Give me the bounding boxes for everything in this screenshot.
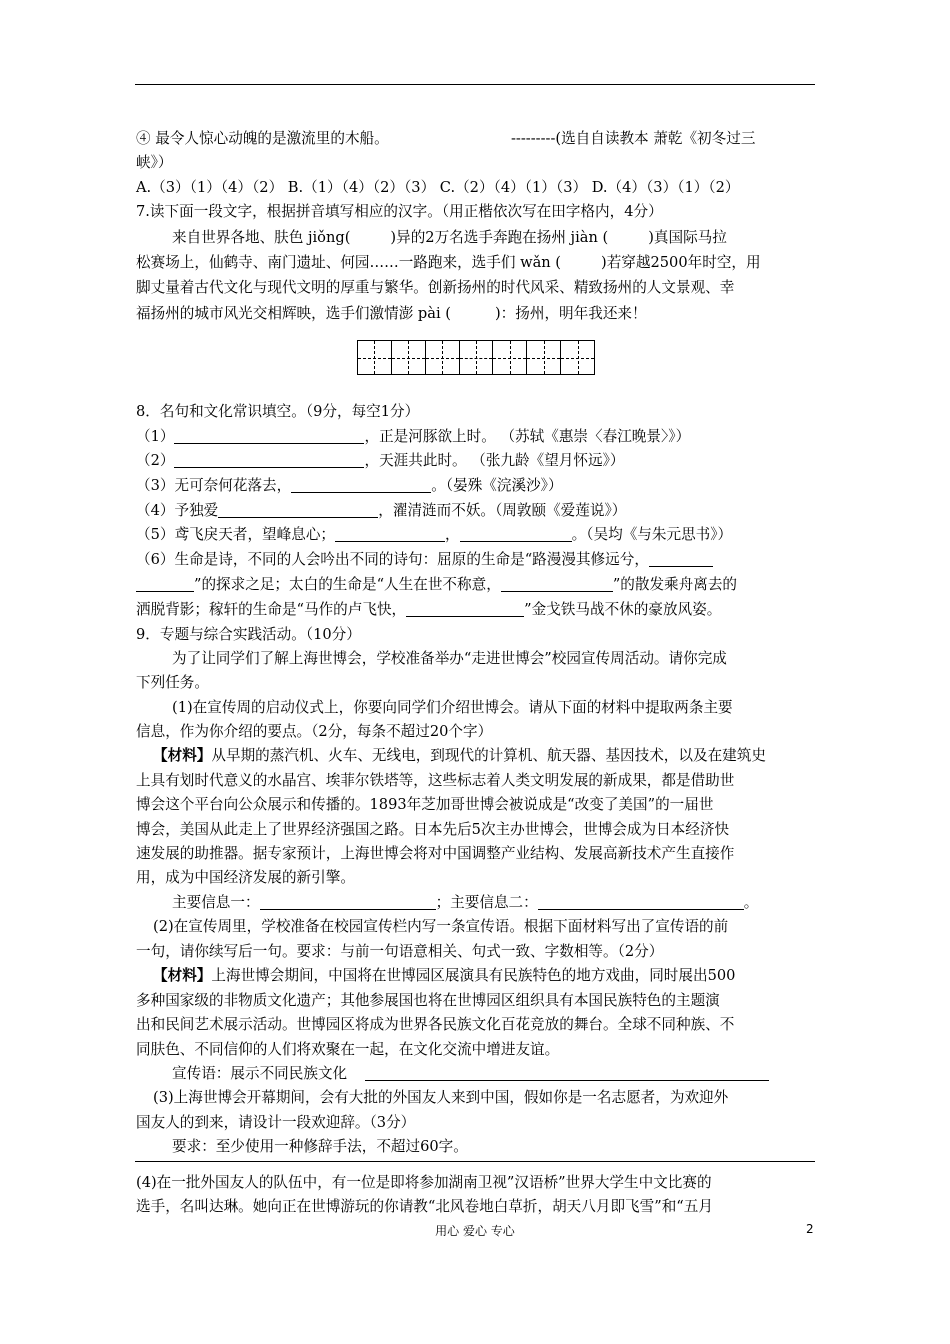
paragraph-line: 博会，美国从此走上了世界经济强国之路。日本先后5次主办世博会，世博会成为日本经济快 bbox=[136, 821, 730, 838]
answer-blank[interactable] bbox=[460, 527, 572, 542]
paragraph-line: 下列任务。 bbox=[136, 674, 209, 691]
text-line: 峡》） bbox=[136, 154, 173, 171]
item-text: ，濯清涟而不妖。（周敦颐《爱莲说》） bbox=[378, 502, 627, 519]
material-tag: 【材料】 bbox=[153, 967, 212, 984]
q8-item bbox=[136, 600, 816, 620]
material-text: 从早期的蒸汽机、火车、无线电，到现代的计算机、航天器、基因技术，以及在建筑史 bbox=[211, 747, 766, 764]
answer-blank[interactable] bbox=[260, 895, 436, 910]
item-text: ；主要信息二： bbox=[435, 894, 538, 911]
answer-blank[interactable] bbox=[538, 895, 744, 910]
answer-blank[interactable] bbox=[174, 453, 364, 468]
q8-item bbox=[136, 501, 816, 521]
slogan-line bbox=[172, 1064, 852, 1084]
grid-cell[interactable] bbox=[392, 341, 426, 374]
page-footer: 用心 爱心 专心 bbox=[435, 1224, 515, 1238]
grid-cell[interactable] bbox=[460, 341, 494, 374]
answer-options: A.（3）（1）（4）（2） B.（1）（4）（2）（3） C.（2）（4）（1）（3） D.（4）（3）（1）（2） bbox=[136, 179, 740, 196]
answer-blank[interactable] bbox=[501, 577, 613, 592]
item-text: 。 bbox=[743, 894, 759, 911]
q7-text: 福扬州的城市风光交相辉映，选手们激情澎 pài ( bbox=[136, 305, 451, 322]
paragraph-line: (4)在一批外国友人的队伍中，有一位是即将参加湖南卫视”汉语桥”世界大学生中文比赛的 bbox=[136, 1174, 712, 1191]
answer-blank[interactable] bbox=[218, 503, 378, 518]
item-text: （3）无可奈何花落去， bbox=[136, 477, 292, 494]
q8-item bbox=[136, 525, 816, 545]
answer-blank[interactable] bbox=[335, 527, 445, 542]
grid-cell[interactable] bbox=[426, 341, 460, 374]
paragraph-line: (2)在宣传周里，学校准备在校园宣传栏内写一条宣传语。根据下面材料写出了宣传语的前 bbox=[153, 918, 729, 935]
paragraph-line: 为了让同学们了解上海世博会，学校准备举办“走进世博会”校园宣传周活动。请你完成 bbox=[172, 650, 727, 667]
paragraph-line: 博会这个平台向公众展示和传播的。1893年芝加哥世博会被说成是“改变了美国”的一届世 bbox=[136, 796, 714, 813]
paragraph-line: 出和民间艺术展示活动。世博园区将成为世界各民族文化百花竞放的舞台。全球不同种族、不 bbox=[136, 1016, 735, 1033]
item-text: ”的散发乘舟离去的 bbox=[612, 576, 738, 593]
q7-text: )若穿越2500年时空，用 bbox=[601, 254, 761, 271]
grid-cell[interactable] bbox=[527, 341, 561, 374]
q7-paragraph-line bbox=[136, 304, 816, 324]
item-label: （1） bbox=[136, 428, 175, 445]
answer-blank[interactable] bbox=[291, 478, 431, 493]
item-label: （2） bbox=[136, 452, 175, 469]
top-rule bbox=[135, 84, 815, 85]
q7-text: )：扬州，明年我还来！ bbox=[494, 305, 647, 322]
item-text: 洒脱背影；稼轩的生命是“马作的卢飞快， bbox=[136, 601, 407, 618]
paragraph-line: (1)在宣传周的启动仪式上，你要向同学们介绍世博会。请从下面的材料中提取两条主要 bbox=[172, 699, 733, 716]
paragraph-line bbox=[153, 746, 833, 766]
item-text: 。（晏殊《浣溪沙》） bbox=[431, 477, 563, 494]
question-9-title: 9．专题与综合实践活动。（10分） bbox=[136, 626, 361, 643]
item-text: （6）生命是诗，不同的人会吟出不同的诗句：屈原的生命是“路漫漫其修远兮， bbox=[136, 551, 649, 568]
q7-text: )真国际马拉 bbox=[648, 229, 727, 246]
material-text: 上海世博会期间，中国将在世博园区展演具有民族特色的地方戏曲，同时展出500 bbox=[211, 967, 736, 984]
item-text: （5）鸢飞戾天者，望峰息心； bbox=[136, 526, 336, 543]
paragraph-line: 国友人的到来，请设计一段欢迎辞。（3分） bbox=[136, 1114, 416, 1131]
slogan-text: 宣传语：展示不同民族文化 bbox=[172, 1065, 348, 1082]
q7-text: )异的2万名选手奔跑在扬州 jiàn ( bbox=[390, 229, 609, 246]
grid-cell[interactable] bbox=[493, 341, 527, 374]
answer-rule[interactable] bbox=[135, 1161, 815, 1162]
paragraph-line bbox=[153, 966, 833, 986]
text-line: ④ 最令人惊心动魄的是激流里的木船。 bbox=[136, 130, 389, 147]
item-text: 。（吴均《与朱元思书》） bbox=[571, 526, 733, 543]
answer-blank[interactable] bbox=[174, 429, 364, 444]
text-line bbox=[136, 129, 816, 149]
q7-text: 来自世界各地、肤色 jiǒng( bbox=[172, 229, 351, 246]
paragraph-line: 要求：至少使用一种修辞手法，不超过60字。 bbox=[172, 1138, 468, 1155]
answer-blank[interactable] bbox=[365, 1066, 769, 1081]
paragraph-line: 选手，名叫达琳。她向正在世博游玩的你请教“北风卷地白草折，胡天八月即飞雪”和“五月 bbox=[136, 1198, 713, 1215]
paragraph-line: 多种国家级的非物质文化遗产；其他参展国也将在世博园区组织具有本国民族特色的主题演 bbox=[136, 992, 720, 1009]
item-text: （4）予独爱 bbox=[136, 502, 219, 519]
answer-blank[interactable] bbox=[136, 577, 194, 592]
q7-paragraph-line: 脚丈量着古代文化与现代文明的厚重与繁华。创新扬州的时代风采、精致扬州的人文景观、幸 bbox=[136, 279, 735, 296]
q7-paragraph-line bbox=[172, 228, 852, 248]
q8-item bbox=[136, 550, 816, 570]
question-8-title: 8．名句和文化常识填空。（9分，每空1分） bbox=[136, 403, 420, 420]
question-7-title: 7.读下面一段文字，根据拼音填写相应的汉字。（用正楷依次写在田字格内，4分） bbox=[136, 203, 663, 220]
q8-item bbox=[136, 427, 816, 447]
answer-line bbox=[172, 893, 852, 913]
item-text: ， bbox=[445, 526, 460, 543]
source-note: ---------(选自自读教本 萧乾《初冬过三 bbox=[511, 130, 756, 147]
item-text: ”的探求之足；太白的生命是“人生在世不称意， bbox=[194, 576, 501, 593]
paragraph-line: 用，成为中国经济发展的新引擎。 bbox=[136, 869, 355, 886]
q7-paragraph-line bbox=[136, 253, 816, 273]
material-tag: 【材料】 bbox=[153, 747, 212, 764]
answer-blank[interactable] bbox=[649, 552, 713, 567]
tianzige-grid[interactable] bbox=[357, 340, 595, 375]
item-text: ，天涯共此时。 （张九龄《望月怀远》） bbox=[364, 452, 625, 469]
item-text: ，正是河豚欲上时。 （苏轼《惠崇〈春江晚景〉》） bbox=[364, 428, 691, 445]
grid-cell[interactable] bbox=[561, 341, 594, 374]
q8-item bbox=[136, 575, 816, 595]
q8-item bbox=[136, 476, 816, 496]
q8-item bbox=[136, 451, 816, 471]
paragraph-line: 同肤色、不同信仰的人们将欢聚在一起，在文化交流中增进友谊。 bbox=[136, 1041, 560, 1058]
q7-text: 松赛场上，仙鹤寺、南门遗址、何园……一路跑来，选手们 wǎn ( bbox=[136, 254, 562, 271]
grid-cell[interactable] bbox=[358, 341, 392, 374]
page-number: 2 bbox=[806, 1222, 814, 1236]
paragraph-line: (3)上海世博会开幕期间，会有大批的外国友人来到中国，假如你是一名志愿者，为欢迎外 bbox=[153, 1089, 729, 1106]
paragraph-line: 一句，请你续写后一句。要求：与前一句语意相关、句式一致、字数相等。（2分） bbox=[136, 943, 664, 960]
item-text: ”金戈铁马战不休的豪放风姿。 bbox=[524, 601, 722, 618]
item-text: 主要信息一： bbox=[172, 894, 260, 911]
paragraph-line: 上具有划时代意义的水晶宫、埃菲尔铁塔等，这些标志着人类文明发展的新成果，都是借助世 bbox=[136, 772, 735, 789]
paragraph-line: 信息，作为你介绍的要点。（2分，每条不超过20个字） bbox=[136, 723, 493, 740]
answer-blank[interactable] bbox=[406, 602, 524, 617]
paragraph-line: 速发展的助推器。据专家预计，上海世博会将对中国调整产业结构、发展高新技术产生直接作 bbox=[136, 845, 735, 862]
